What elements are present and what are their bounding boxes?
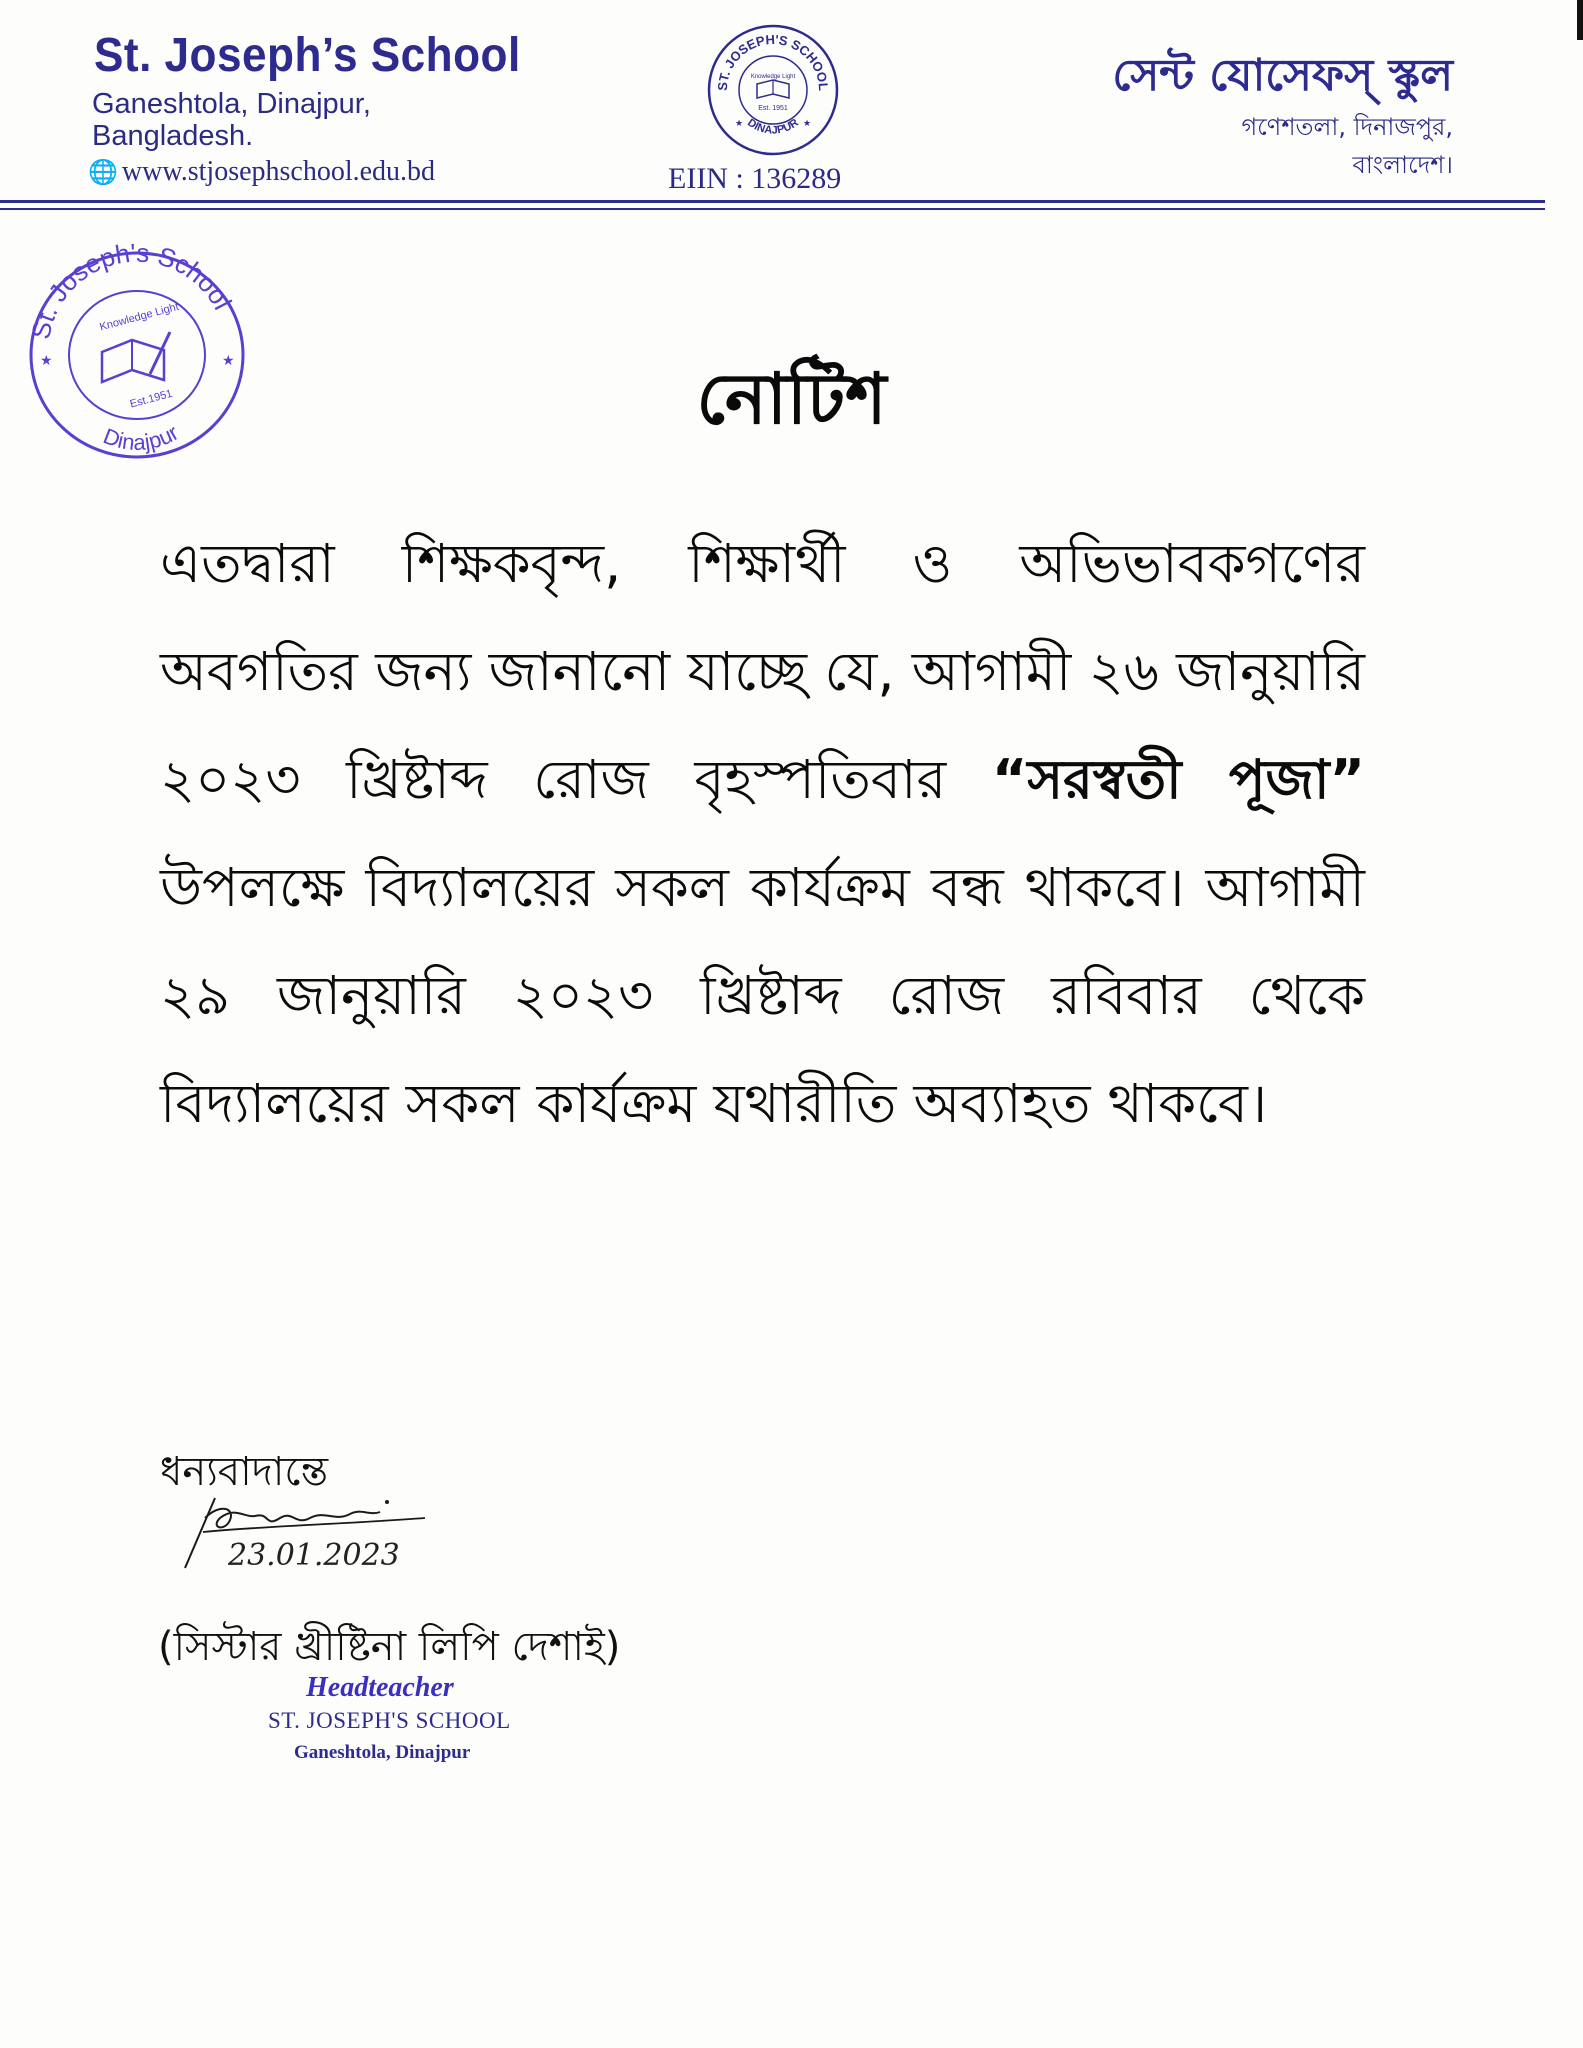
address-line-2: Bangladesh.	[92, 120, 254, 152]
bn-address-line-2: বাংলাদেশ।	[1352, 151, 1453, 179]
signatory-place: Ganeshtola, Dinajpur	[294, 1742, 471, 1763]
school-name-english: St. Joseph’s School	[94, 29, 521, 82]
address-line-1: Ganeshtola, Dinajpur,	[92, 88, 371, 120]
notice-body-part-2: উপলক্ষে বিদ্যালয়ের সকল কার্যক্রম বন্ধ থাকবে। আগামী ২৯ জানুয়ারি ২০২৩ খ্রিষ্টাব্দ রোজ রবিবার থেকে বিদ্যালয়ের সকল কার্যক্রম যথারীতি অব্যাহত থাকবে।	[160, 856, 1365, 1135]
seal-bottom-text: DINAJPUR	[745, 116, 801, 137]
globe-icon: 🌐	[88, 160, 118, 186]
seal-ring-text: ST. JOSEPH'S SCHOOL	[714, 31, 832, 92]
scan-edge-mark	[1577, 0, 1583, 40]
notice-body-part-1: এতদ্বারা শিক্ষকবৃন্দ, শিক্ষার্থী ও অভিভাবকগণের অবগতির জন্য জানানো যাচ্ছে যে, আগামী ২৬ জানুয়ারি ২০২৩ খ্রিষ্টাব্দ রোজ বৃহস্পতিবার	[160, 532, 1365, 811]
school-address-english	[92, 88, 371, 152]
signatory-name: (সিস্টার খ্রীষ্টিনা লিপি দেশাই)	[158, 1624, 621, 1670]
signatory-role: Headteacher	[306, 1672, 454, 1703]
eiin-number: EIIN : 136289	[668, 162, 842, 195]
school-website	[88, 156, 435, 188]
svg-text:★: ★	[803, 119, 812, 129]
notice-body	[160, 510, 1365, 1158]
seal-motto: Knowledge Light	[750, 74, 796, 80]
bn-address-line-1: গণেশতলা, দিনাজপুর,	[1241, 113, 1453, 141]
school-name-bengali: সেন্ট যোসেফস্ স্কুল	[1112, 50, 1453, 101]
signatory-school: ST. JOSEPH'S SCHOOL	[268, 1708, 511, 1733]
stamp-bottom-text: Dinajpur	[99, 419, 183, 456]
school-address-bengali	[1241, 108, 1453, 184]
svg-text:★: ★	[735, 119, 744, 129]
svg-text:★: ★	[40, 353, 53, 369]
signature-date: 23.01.2023	[228, 1538, 400, 1573]
notice-title: নোটিশ	[696, 358, 887, 440]
stamp-motto: Knowledge Light	[98, 300, 181, 334]
notice-occasion: “সরস্বতী পূজা”	[991, 748, 1365, 811]
svg-text:DINAJPUR	[745, 117, 801, 137]
svg-text:★: ★	[222, 353, 235, 369]
stamp-est: Est.1951	[128, 387, 174, 411]
stamp-ring-text: St. Joseph's School	[25, 240, 238, 342]
school-seal-logo	[705, 22, 841, 158]
website-text: www.stjosephschool.edu.bd	[121, 156, 436, 187]
header-rule-bottom	[0, 208, 1545, 210]
header-rule-top	[0, 200, 1545, 203]
closing-thanks: ধন্যবাদান্তে	[160, 1449, 329, 1495]
seal-est: Est. 1951	[758, 105, 788, 112]
